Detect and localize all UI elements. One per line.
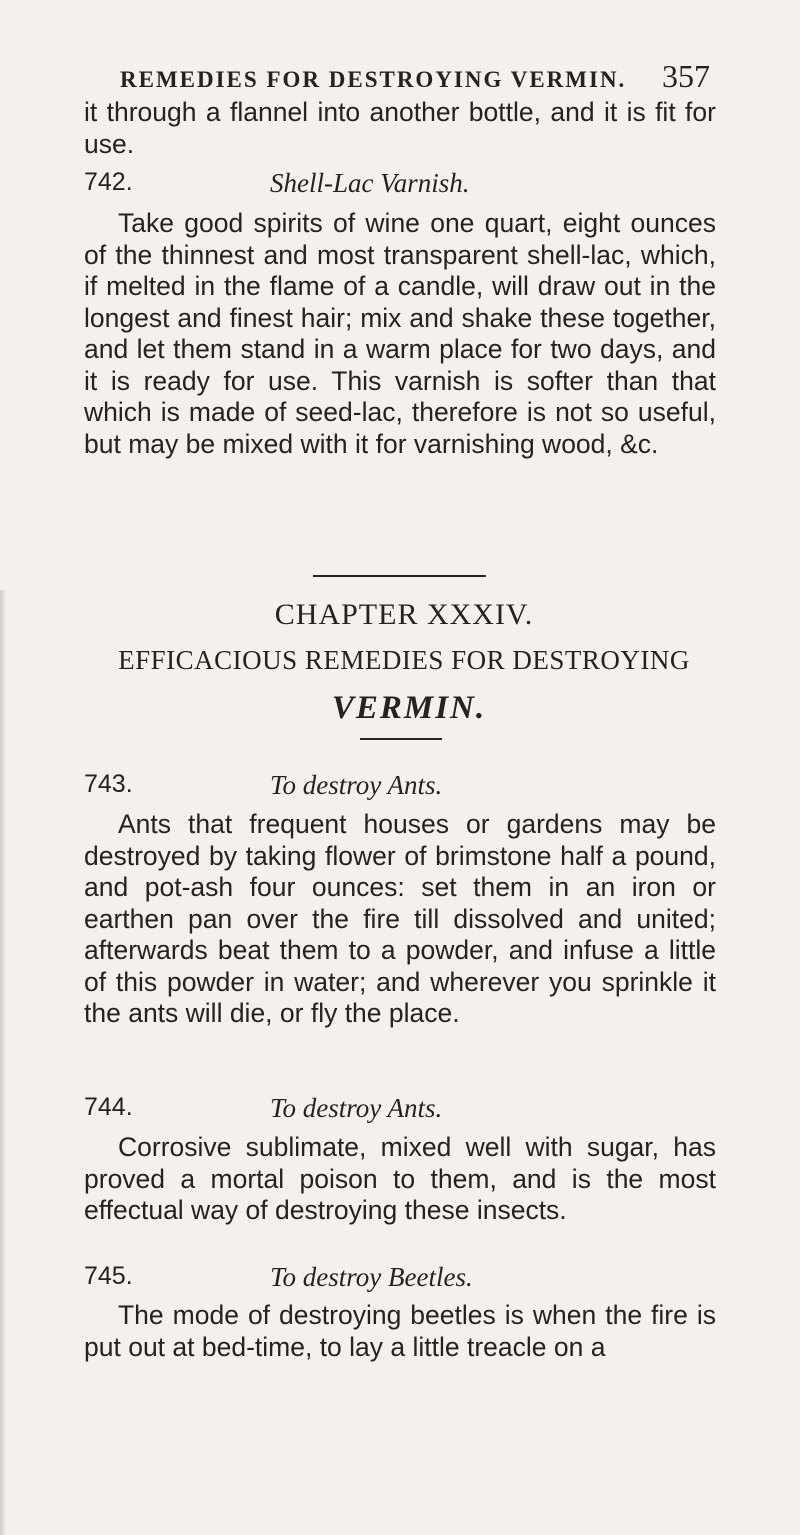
page-edge-shadow — [0, 590, 6, 1535]
entry-text-743: Ants that frequent houses or gardens may be destroyed by taking flower of brimstone half a pound, and pot-ash four ounces: set them in an iron or earthen pan over the fire till dissolved and united; afterwards beat them to a powder, and infuse a little of this powder in water; and wherever you sprinkle it the ants will die, or fly the place. — [84, 809, 716, 1028]
entry-title: To destroy Beetles. — [270, 1262, 473, 1292]
entry-text-745: The mode of destroying beetles is when the fire is put out at bed-time, to lay a little treacle on a — [84, 1300, 716, 1362]
entry-number: 743. — [84, 770, 133, 798]
entry-text-742: Take good spirits of wine one quart, eight ounces of the thinnest and most transparent shell-lac, which, if melted in the flame of a candle, will draw out in the longest and finest hair; mix and shake these together, and let them stand in a warm place for two days, and it is ready for use. This varnish is softer than that which is made of seed-lac, therefore is not so useful, but may be mixed with it for varnishing wood, &c. — [84, 208, 716, 459]
page-number: 357 — [662, 58, 710, 94]
entry-title: To destroy Ants. — [270, 1093, 443, 1123]
chapter-title: EFFICACIOUS REMEDIES FOR DESTROYING — [118, 645, 690, 675]
entry-text-744: Corrosive sublimate, mixed well with sugar, has proved a mortal poison to them, and is the most effectual way of destroying these insects. — [84, 1132, 716, 1225]
section-divider — [313, 575, 486, 577]
continuation-paragraph: it through a flannel into another bottle, and it is fit for use. — [84, 97, 716, 159]
entry-number: 742. — [84, 168, 133, 196]
running-title: REMEDIES FOR DESTROYING VERMIN. — [120, 67, 627, 92]
entry-number: 745. — [84, 1262, 133, 1290]
running-header — [120, 58, 710, 95]
entry-title: To destroy Ants. — [270, 770, 443, 800]
chapter-number: CHAPTER XXXIV. — [274, 598, 534, 631]
chapter-subtitle: VERMIN. — [331, 690, 487, 726]
entry-number: 744. — [84, 1093, 133, 1121]
chapter-divider — [360, 738, 442, 740]
entry-title: Shell-Lac Varnish. — [270, 168, 470, 198]
